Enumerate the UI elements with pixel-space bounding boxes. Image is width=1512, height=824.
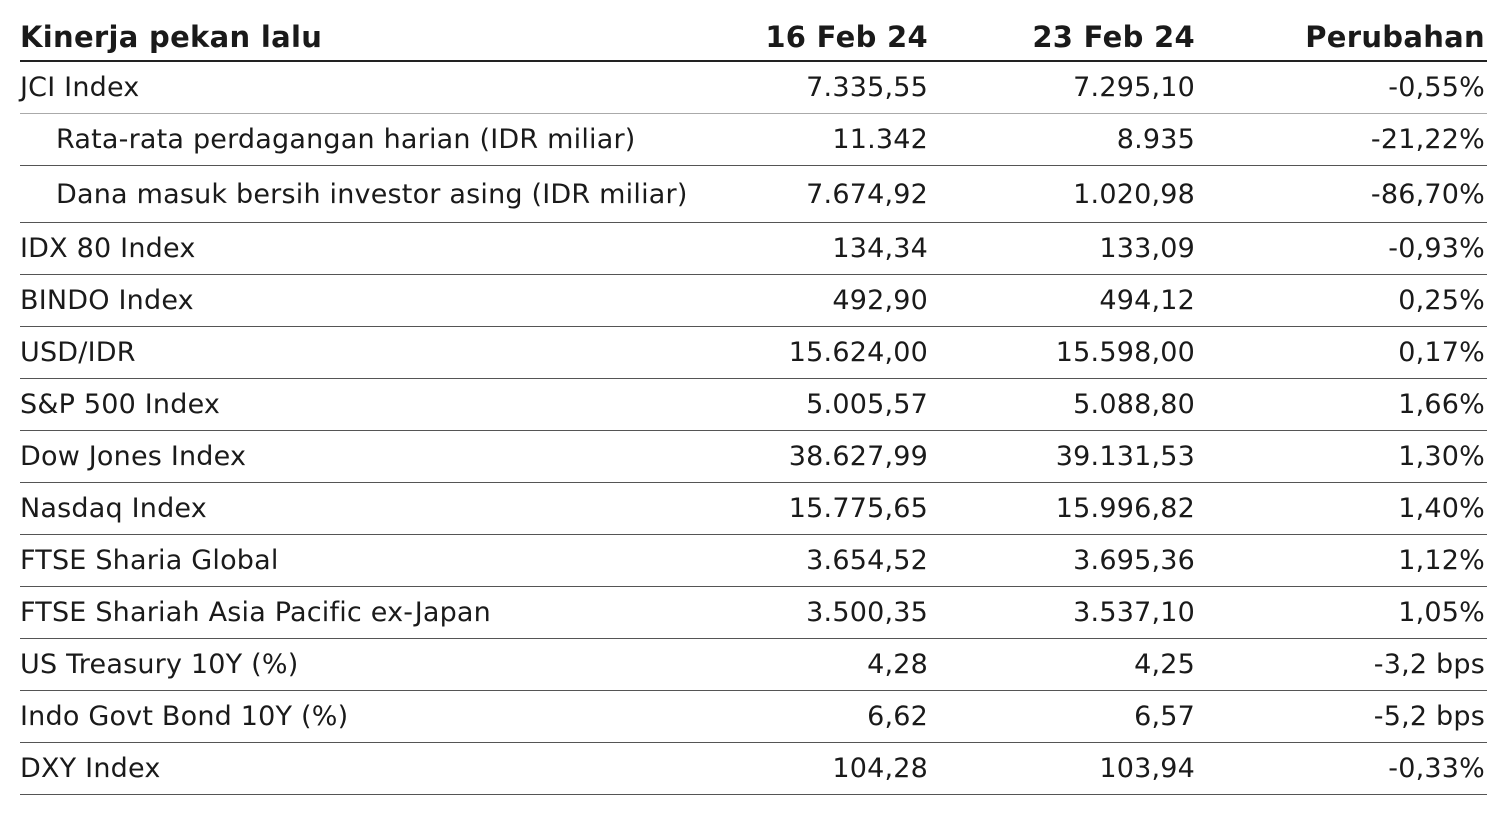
value-change: -0,55% — [1197, 61, 1487, 114]
value-23-feb: 4,25 — [930, 639, 1197, 691]
table-row — [20, 379, 1487, 431]
value-16-feb: 15.775,65 — [660, 483, 930, 535]
value-16-feb: 134,34 — [660, 223, 930, 275]
value-23-feb: 8.935 — [930, 114, 1197, 166]
row-label: Indo Govt Bond 10Y (%) — [20, 691, 660, 743]
column-header-change: Perubahan — [1197, 14, 1487, 61]
table-row — [20, 61, 1487, 114]
row-label: Dana masuk bersih investor asing (IDR miliar) — [20, 166, 660, 223]
value-23-feb: 3.537,10 — [930, 587, 1197, 639]
row-label: BINDO Index — [20, 275, 660, 327]
value-16-feb: 11.342 — [660, 114, 930, 166]
table-row — [20, 743, 1487, 795]
value-16-feb: 7.674,92 — [660, 166, 930, 223]
row-label: USD/IDR — [20, 327, 660, 379]
value-16-feb: 104,28 — [660, 743, 930, 795]
value-16-feb: 3.500,35 — [660, 587, 930, 639]
value-change: 1,66% — [1197, 379, 1487, 431]
table-header-row — [20, 14, 1487, 61]
table-title: Kinerja pekan lalu — [20, 14, 660, 61]
value-23-feb: 15.598,00 — [930, 327, 1197, 379]
value-23-feb: 133,09 — [930, 223, 1197, 275]
table-row — [20, 691, 1487, 743]
column-header-16-feb: 16 Feb 24 — [660, 14, 930, 61]
value-change: -3,2 bps — [1197, 639, 1487, 691]
value-16-feb: 492,90 — [660, 275, 930, 327]
table-row — [20, 535, 1487, 587]
performance-table-container — [20, 14, 1487, 795]
table-row — [20, 114, 1487, 166]
value-16-feb: 15.624,00 — [660, 327, 930, 379]
value-16-feb: 7.335,55 — [660, 61, 930, 114]
row-label: FTSE Shariah Asia Pacific ex-Japan — [20, 587, 660, 639]
value-16-feb: 38.627,99 — [660, 431, 930, 483]
value-change: -0,93% — [1197, 223, 1487, 275]
value-change: 0,17% — [1197, 327, 1487, 379]
weekly-performance-table — [20, 14, 1487, 795]
row-label: Rata-rata perdagangan harian (IDR miliar) — [20, 114, 660, 166]
value-16-feb: 6,62 — [660, 691, 930, 743]
row-label: JCI Index — [20, 61, 660, 114]
value-change: -86,70% — [1197, 166, 1487, 223]
row-label: S&P 500 Index — [20, 379, 660, 431]
table-row — [20, 431, 1487, 483]
value-change: 1,12% — [1197, 535, 1487, 587]
value-23-feb: 1.020,98 — [930, 166, 1197, 223]
value-change: 1,30% — [1197, 431, 1487, 483]
value-change: 1,40% — [1197, 483, 1487, 535]
table-row — [20, 639, 1487, 691]
value-23-feb: 103,94 — [930, 743, 1197, 795]
table-row — [20, 223, 1487, 275]
value-23-feb: 5.088,80 — [930, 379, 1197, 431]
row-label: IDX 80 Index — [20, 223, 660, 275]
table-row — [20, 275, 1487, 327]
row-label: DXY Index — [20, 743, 660, 795]
value-23-feb: 3.695,36 — [930, 535, 1197, 587]
value-change: -21,22% — [1197, 114, 1487, 166]
row-label: Nasdaq Index — [20, 483, 660, 535]
value-23-feb: 7.295,10 — [930, 61, 1197, 114]
value-change: -0,33% — [1197, 743, 1487, 795]
value-16-feb: 3.654,52 — [660, 535, 930, 587]
value-16-feb: 5.005,57 — [660, 379, 930, 431]
row-label: US Treasury 10Y (%) — [20, 639, 660, 691]
row-label: Dow Jones Index — [20, 431, 660, 483]
column-header-23-feb: 23 Feb 24 — [930, 14, 1197, 61]
row-label: FTSE Sharia Global — [20, 535, 660, 587]
table-row — [20, 166, 1487, 223]
table-row — [20, 483, 1487, 535]
value-change: -5,2 bps — [1197, 691, 1487, 743]
value-23-feb: 15.996,82 — [930, 483, 1197, 535]
value-16-feb: 4,28 — [660, 639, 930, 691]
value-23-feb: 39.131,53 — [930, 431, 1197, 483]
value-23-feb: 494,12 — [930, 275, 1197, 327]
value-23-feb: 6,57 — [930, 691, 1197, 743]
value-change: 0,25% — [1197, 275, 1487, 327]
table-row — [20, 327, 1487, 379]
value-change: 1,05% — [1197, 587, 1487, 639]
table-row — [20, 587, 1487, 639]
